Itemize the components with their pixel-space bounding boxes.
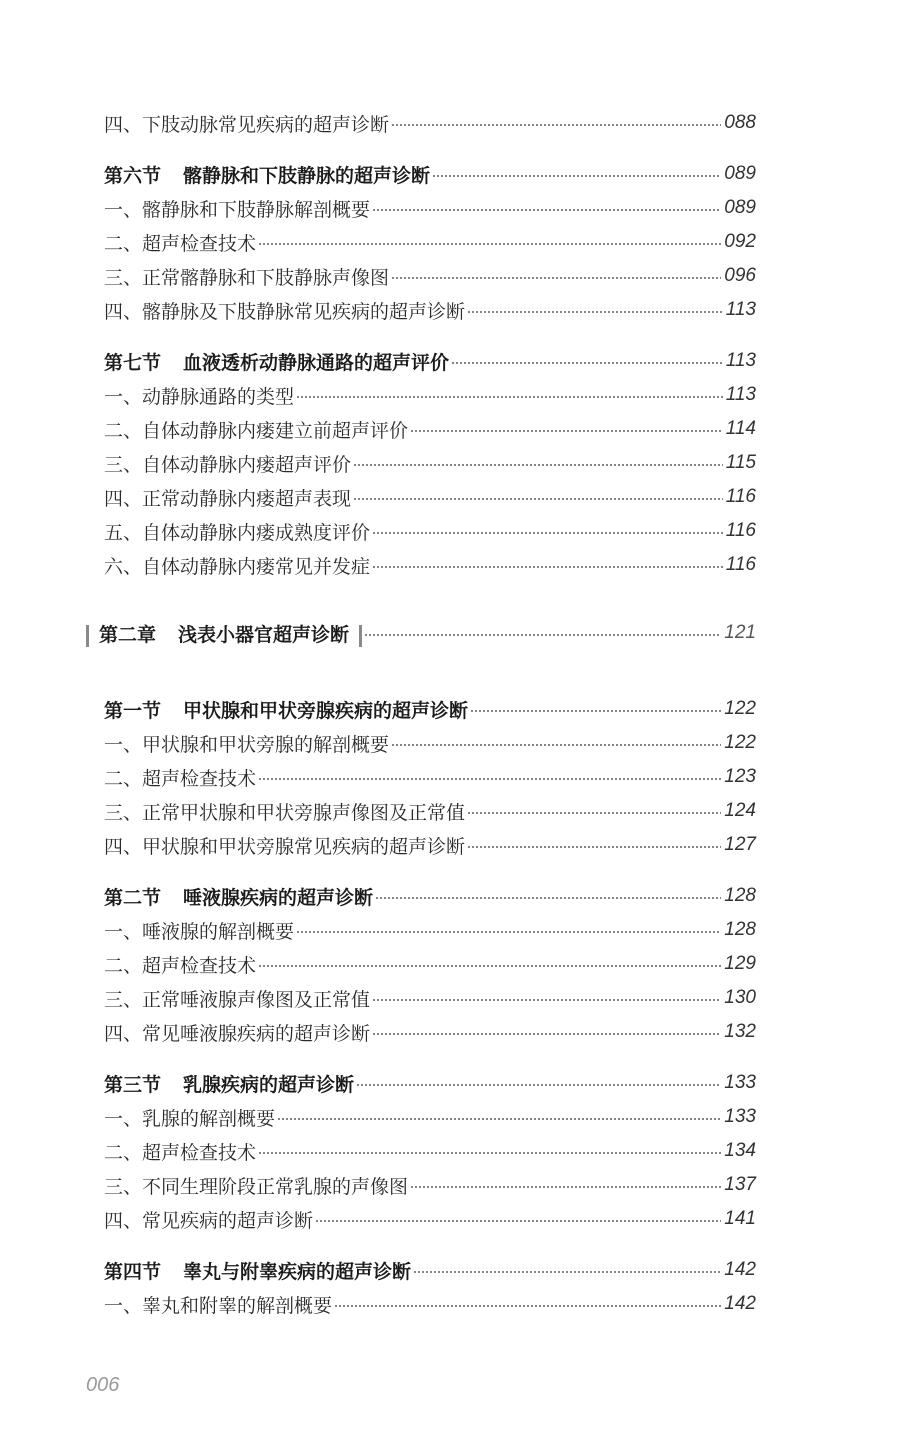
dot-leader	[353, 464, 723, 466]
toc-entry-label	[104, 1019, 370, 1046]
dot-leader	[451, 362, 723, 364]
dot-leader	[467, 812, 721, 814]
dot-leader	[391, 277, 721, 279]
section-title: 乳腺疾病的超声诊断	[183, 1073, 355, 1096]
dot-leader	[372, 566, 723, 568]
toc-item	[104, 482, 756, 512]
toc-item-text: 二、超声检查技术	[104, 954, 257, 977]
dot-leader	[277, 1118, 721, 1120]
toc-page-number: 115	[725, 452, 756, 473]
toc-section	[104, 881, 756, 911]
toc-entry-label	[104, 1104, 275, 1131]
toc-page-number: 123	[724, 766, 756, 787]
toc-item	[104, 728, 756, 758]
toc-page-number: 113	[725, 350, 756, 371]
dot-leader	[432, 175, 721, 177]
toc-entry-label	[104, 1206, 313, 1233]
toc-page-number: 089	[724, 197, 756, 218]
dot-leader	[258, 243, 721, 245]
section-number: 第三节	[104, 1073, 162, 1096]
toc-item	[104, 915, 756, 945]
toc-entry-label	[104, 552, 370, 579]
toc-entry-label	[104, 348, 449, 375]
toc-item-text: 三、自体动静脉内瘘超声评价	[104, 453, 352, 476]
section-number: 第一节	[104, 699, 162, 722]
dot-leader	[372, 1033, 721, 1035]
toc-item	[104, 414, 756, 444]
toc-page-number: 134	[724, 1140, 756, 1161]
toc-item-text: 五、自体动静脉内瘘成熟度评价	[104, 521, 371, 544]
toc-entry-label	[104, 1172, 408, 1199]
section-number: 第七节	[104, 351, 162, 374]
toc-item-text: 一、髂静脉和下肢静脉解剖概要	[104, 198, 371, 221]
toc-page-number: 116	[725, 554, 756, 575]
toc-page-number: 114	[725, 418, 756, 439]
toc-entry-label	[104, 518, 370, 545]
section-title: 髂静脉和下肢静脉的超声诊断	[183, 164, 431, 187]
toc-page-number: 141	[724, 1208, 756, 1229]
toc-item	[104, 261, 756, 291]
toc-item-text: 三、正常唾液腺声像图及正常值	[104, 988, 371, 1011]
toc-page-number: 142	[724, 1293, 756, 1314]
toc-item	[104, 1170, 756, 1200]
toc-item-text: 一、甲状腺和甲状旁腺的解剖概要	[104, 733, 390, 756]
toc-page-number: 089	[724, 163, 756, 184]
toc-entry-label	[104, 450, 351, 477]
toc-entry-label	[104, 1070, 354, 1097]
toc-entry-label	[104, 1257, 411, 1284]
toc-item-text: 三、正常甲状腺和甲状旁腺声像图及正常值	[104, 801, 466, 824]
dot-leader	[410, 1186, 721, 1188]
toc-section	[104, 694, 756, 724]
toc-page-number: 133	[724, 1106, 756, 1127]
dot-leader	[296, 931, 721, 933]
toc-item-text: 二、超声检查技术	[104, 767, 257, 790]
toc-page-number: 088	[724, 112, 756, 133]
section-number: 第二节	[104, 886, 162, 909]
dot-leader	[315, 1220, 721, 1222]
toc-page-number: 124	[724, 800, 756, 821]
toc-entry-label	[104, 161, 430, 188]
dot-leader	[375, 897, 721, 899]
toc-item	[104, 227, 756, 257]
dot-leader	[258, 965, 721, 967]
toc-item-text: 二、超声检查技术	[104, 1141, 257, 1164]
toc-entry-label	[104, 696, 468, 723]
toc-page-number: 122	[724, 732, 756, 753]
toc-entry-label	[104, 985, 370, 1012]
toc-entry-label	[104, 110, 389, 137]
dot-leader	[467, 311, 723, 313]
toc-page-number: 142	[724, 1259, 756, 1280]
section-number: 第四节	[104, 1260, 162, 1283]
toc-page-number: 096	[724, 265, 756, 286]
toc-item	[104, 762, 756, 792]
toc-entry-label	[86, 620, 362, 647]
dot-leader	[353, 498, 723, 500]
toc-item-text: 四、正常动静脉内瘘超声表现	[104, 487, 352, 510]
toc-section	[104, 1255, 756, 1285]
dot-leader	[372, 532, 723, 534]
toc-item	[104, 1017, 756, 1047]
section-title: 唾液腺疾病的超声诊断	[183, 886, 374, 909]
toc-entry-label	[104, 730, 389, 757]
toc-page-number: 116	[725, 486, 756, 507]
dot-leader	[356, 1084, 721, 1086]
toc-page-number: 128	[724, 919, 756, 940]
section-title: 血液透析动静脉通路的超声评价	[183, 351, 450, 374]
toc-item-text: 四、下肢动脉常见疾病的超声诊断	[104, 113, 390, 136]
toc-item-text: 三、不同生理阶段正常乳腺的声像图	[104, 1175, 409, 1198]
toc-item	[104, 796, 756, 826]
toc-page-number: 127	[724, 834, 756, 855]
section-number: 第六节	[104, 164, 162, 187]
chapter-title: 浅表小器官超声诊断	[178, 623, 350, 646]
toc-section	[104, 1068, 756, 1098]
toc-page-number: 113	[725, 299, 756, 320]
toc-item-text: 一、睾丸和附睾的解剖概要	[104, 1294, 333, 1317]
dot-leader	[258, 1152, 721, 1154]
toc-entry-label	[104, 883, 373, 910]
toc-page-number: 132	[724, 1021, 756, 1042]
dot-leader	[470, 710, 721, 712]
toc-item-text: 一、乳腺的解剖概要	[104, 1107, 276, 1130]
toc-item	[104, 550, 756, 580]
toc-item-text: 六、自体动静脉内瘘常见并发症	[104, 555, 371, 578]
toc-item	[104, 830, 756, 860]
toc-item	[104, 1289, 756, 1319]
toc-entry-label	[104, 1291, 332, 1318]
toc-entry-label	[104, 416, 408, 443]
toc-page-number: 129	[724, 953, 756, 974]
chapter-bar-right	[359, 625, 362, 647]
toc-entry-label	[104, 832, 465, 859]
section-title: 睾丸与附睾疾病的超声诊断	[183, 1260, 412, 1283]
toc-item	[104, 295, 756, 325]
chapter-number: 第二章	[99, 623, 157, 646]
toc-item-text: 四、甲状腺和甲状旁腺常见疾病的超声诊断	[104, 835, 466, 858]
toc-item	[104, 1136, 756, 1166]
toc-item-text: 二、超声检查技术	[104, 232, 257, 255]
toc-entry-label	[104, 229, 256, 256]
section-title: 甲状腺和甲状旁腺疾病的超声诊断	[183, 699, 469, 722]
toc-entry-label	[104, 764, 256, 791]
dot-leader	[410, 430, 723, 432]
dot-leader	[372, 209, 721, 211]
page-number: 006	[86, 1374, 120, 1396]
dot-leader	[467, 846, 721, 848]
dot-leader	[334, 1305, 721, 1307]
toc-item-text: 四、常见疾病的超声诊断	[104, 1209, 314, 1232]
toc-entry-label	[104, 297, 465, 324]
toc-page-number: 122	[724, 698, 756, 719]
toc-item	[104, 1204, 756, 1234]
dot-leader	[391, 124, 721, 126]
toc-page-number: 133	[724, 1072, 756, 1093]
toc-page-number: 128	[724, 885, 756, 906]
toc-page-number: 137	[724, 1174, 756, 1195]
toc-item	[104, 380, 756, 410]
toc-item	[104, 516, 756, 546]
toc-entry-label	[104, 798, 465, 825]
toc-entry-label	[104, 263, 389, 290]
toc-item-text: 二、自体动静脉内瘘建立前超声评价	[104, 419, 409, 442]
toc-chapter	[86, 618, 756, 648]
toc-entry-label	[104, 951, 256, 978]
toc-page-number: 092	[724, 231, 756, 252]
dot-leader	[258, 778, 721, 780]
dot-leader	[391, 744, 721, 746]
toc-page-number: 116	[725, 520, 756, 541]
toc-entry-label	[104, 917, 294, 944]
dot-leader	[413, 1271, 721, 1273]
dot-leader	[296, 396, 723, 398]
toc-item	[104, 448, 756, 478]
toc-entry-label	[104, 195, 370, 222]
toc-entry-label	[104, 484, 351, 511]
toc-item-text: 四、常见唾液腺疾病的超声诊断	[104, 1022, 371, 1045]
toc-item	[104, 193, 756, 223]
toc-entry-label	[104, 1138, 256, 1165]
toc-item	[104, 949, 756, 979]
toc-item	[104, 108, 756, 138]
toc-page-number: 113	[725, 384, 756, 405]
toc-item-text: 四、髂静脉及下肢静脉常见疾病的超声诊断	[104, 300, 466, 323]
toc-item	[104, 983, 756, 1013]
toc-entry-label	[104, 382, 294, 409]
chapter-bar-left	[86, 625, 89, 647]
toc-page-number: 130	[724, 987, 756, 1008]
dot-leader	[372, 999, 721, 1001]
toc-item-text: 一、动静脉通路的类型	[104, 385, 295, 408]
toc-section	[104, 346, 756, 376]
toc-page-number: 121	[724, 622, 756, 643]
toc-item-text: 一、唾液腺的解剖概要	[104, 920, 295, 943]
toc-section	[104, 159, 756, 189]
dot-leader	[364, 634, 721, 636]
toc-item	[104, 1102, 756, 1132]
toc-item-text: 三、正常髂静脉和下肢静脉声像图	[104, 266, 390, 289]
